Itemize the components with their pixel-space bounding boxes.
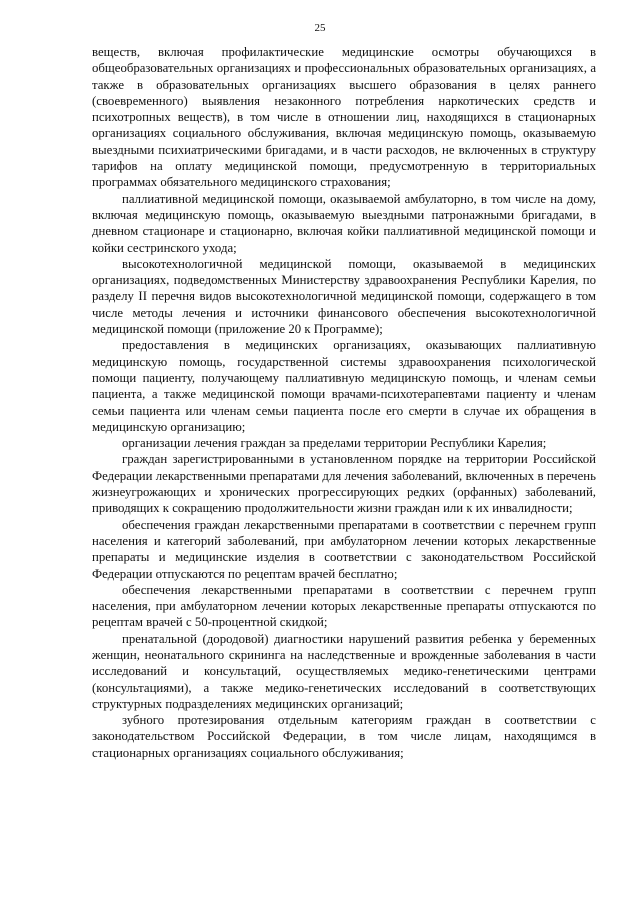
paragraph-continuation: веществ, включая профилактические медицинские осмотры обучающихся в общеобразовательных организациях и профессиональных образовательных организациях, а также в образовательных организациях высшего образования в целях раннего (своевременного) выявления незаконного потребления наркотических средств и психотропных веществ), в том числе в отношении лиц, находящихся в стационарных организациях социального обслуживания, включая медицинскую помощь, оказываемую выездными психиатрическими бригадами, и в части расходов, не включенных в структуру тарифов на оплату медицинской помощи, предусмотренную в территориальных программах обязательного медицинского страхования; [92, 45, 596, 190]
paragraph-free-medicines: обеспечения граждан лекарственными препаратами в соответствии с перечнем групп населения и категорий заболеваний, при амбулаторном лечении которых лекарственные препараты и медицинские изделия в соответствии с законодательством Российской Федерации отпускаются по рецептам врачей бесплатно; [92, 517, 596, 581]
paragraph-psychological-help: предоставления в медицинских организациях, оказывающих паллиативную медицинскую помощь, государственной системы здравоохранения психологической помощи пациенту, получающему паллиативную медицинскую помощь, и членам семьи пациента, а также медицинской помощи врачами-психотерапевтами пациенту и членам семьи пациента или членам семьи пациента после его смерти в случае их обращения в медицинскую организацию; [92, 338, 596, 434]
paragraph-rare-diseases: граждан зарегистрированными в установленном порядке на территории Российской Федерации лекарственными препаратами для лечения заболеваний, включенных в перечень жизнеугрожающих и хронических прогрессирующих редких (орфанных) заболеваний, приводящих к сокращению продолжительности жизни граждан или к их инвалидности; [92, 452, 596, 516]
paragraph-discount-medicines: обеспечения лекарственными препаратами в соответствии с перечнем групп населения, при амбулаторном лечении которых лекарственные препараты отпускаются по рецептам врачей с 50-процентной скидкой; [92, 582, 596, 630]
page-number: 25 [314, 22, 326, 34]
paragraph-treatment-outside-region: организации лечения граждан за пределами территории Республики Карелия; [122, 436, 547, 451]
paragraph-dental-prosthetics: зубного протезирования отдельным категориям граждан в соответствии с законодательством Российской Федерации, в том числе лицам, находящимся в стационарных организациях социального обслуживания; [92, 713, 596, 760]
paragraph-high-tech-care: высокотехнологичной медицинской помощи, оказываемой в медицинских организациях, подведомственных Министерству здравоохранения Республики Карелия, по разделу II перечня видов высокотехнологичной медицинской помощи, содержащего в том числе методы лечения и источники финансового обеспечения высокотехнологичной медицинской помощи (приложение 20 к Программе); [92, 256, 596, 337]
paragraph-palliative-care: паллиативной медицинской помощи, оказываемой амбулаторно, в том числе на дому, включая медицинскую помощь, оказываемую выездными патронажными бригадами, в дневном стационаре и стационарно, включая койки паллиативной медицинской помощи и койки сестринского ухода; [92, 191, 596, 255]
document-body [92, 44, 596, 761]
paragraph-prenatal-diagnostics: пренатальной (дородовой) диагностики нарушений развития ребенка у беременных женщин, неонатального скрининга на наследственные и врожденные заболевания в части исследований и консультаций, осуществляемых медико-генетическими центрами (консультациями), а также медико-генетических исследований в соответствующих структурных подразделениях медицинских организаций; [92, 631, 596, 711]
